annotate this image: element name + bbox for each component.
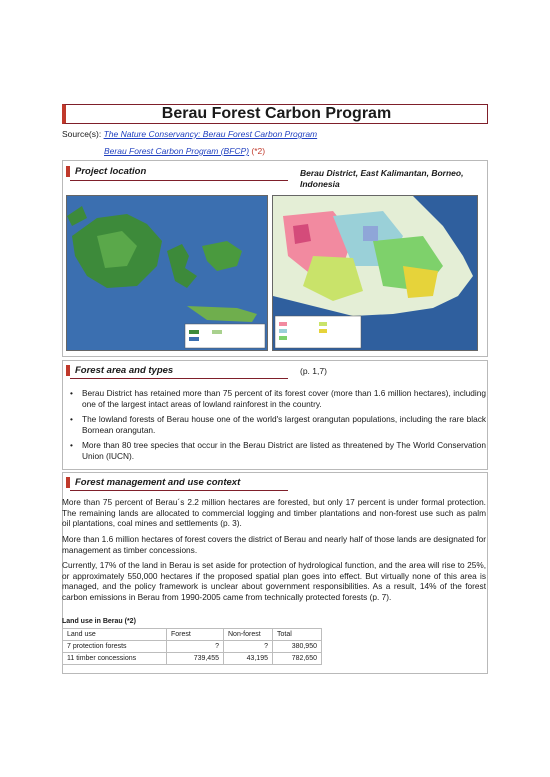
table-cell: ? (224, 641, 273, 653)
table-header-cell: Land use (63, 629, 167, 641)
table-cell: ? (167, 641, 224, 653)
table-header-cell: Forest (167, 629, 224, 641)
land-use-table-title: Land use in Berau (*2) (62, 618, 136, 625)
forest-management-heading: Forest management and use context (66, 477, 240, 488)
project-location-heading: Project location (66, 166, 146, 177)
table-row (63, 653, 322, 665)
indonesia-map (66, 195, 268, 351)
table-cell: 380,950 (273, 641, 322, 653)
heading-rule (70, 490, 288, 491)
table-header-row (63, 629, 322, 641)
bullet-item: • The lowland forests of Berau house one of the world's largest orangutan populations, including the rare black Bornean orangutan. (66, 414, 486, 435)
page-title: Berau Forest Carbon Program (62, 104, 488, 124)
table-cell: 43,195 (224, 653, 273, 665)
table-header-cell: Non-forest (224, 629, 273, 641)
bullet-item: • More than 80 tree species that occur in the Berau District are listed as threatened by The World Conservation Union (IUCN). (66, 440, 486, 461)
paragraph: More than 1.6 million hectares of forest covers the district of Berau and nearly half of those lands are designated for management as timber concessions. (62, 534, 486, 555)
paragraph: Currently, 17% of the land in Berau is set aside for protection of hydrological function, and the area will rise to 25%, or approximately 550,000 hectares if the proposed spatial plan goes into effect. But virtually none of this area is managed, and the policy framework is unclear about government responsibilities. As a result, 14% of the forest carbon emissions in Berau from 1990-2005 came from technically protected forests (p. 7). (62, 560, 486, 602)
table-cell: 782,650 (273, 653, 322, 665)
heading-rule (70, 180, 288, 181)
source-note: (*2) (251, 146, 266, 156)
table-cell: 7 protection forests (63, 641, 167, 653)
berau-map (272, 195, 478, 351)
land-use-table (62, 628, 322, 665)
table-row (63, 641, 322, 653)
forest-area-bullets (66, 388, 486, 466)
indonesia-map-graphic (67, 196, 267, 350)
table-cell: 11 timber concessions (63, 653, 167, 665)
sources-line-2 (104, 146, 265, 156)
project-location-value: Berau District, East Kalimantan, Borneo, Indonesia (300, 168, 464, 189)
paragraph: More than 75 percent of Berau´s 2.2 million hectares are forested, but only 17 percent is under formal protection. The remaining lands are allocated to commercial logging and timber plantations and non-forest use such as palm oil plantations, coal mines and settlements (p. 3). (62, 497, 486, 528)
table-cell: 739,455 (167, 653, 224, 665)
sources-label: Source(s): (62, 129, 102, 139)
sources-line (62, 129, 317, 139)
bullet-item: • Berau District has retained more than 75 percent of its forest cover (more than 1.6 million hectares), including one of the largest intact areas of lowland rainforest in the country. (66, 388, 486, 409)
berau-map-graphic (273, 196, 477, 350)
source-link-bfcp[interactable]: Berau Forest Carbon Program (BFCP) (104, 146, 250, 156)
heading-rule (70, 378, 288, 379)
forest-area-heading: Forest area and types (66, 365, 173, 376)
table-header-cell: Total (273, 629, 322, 641)
forest-area-page-ref: (p. 1,7) (300, 366, 327, 376)
source-link-tnc[interactable]: The Nature Conservancy: Berau Forest Carbon Program (103, 129, 318, 139)
